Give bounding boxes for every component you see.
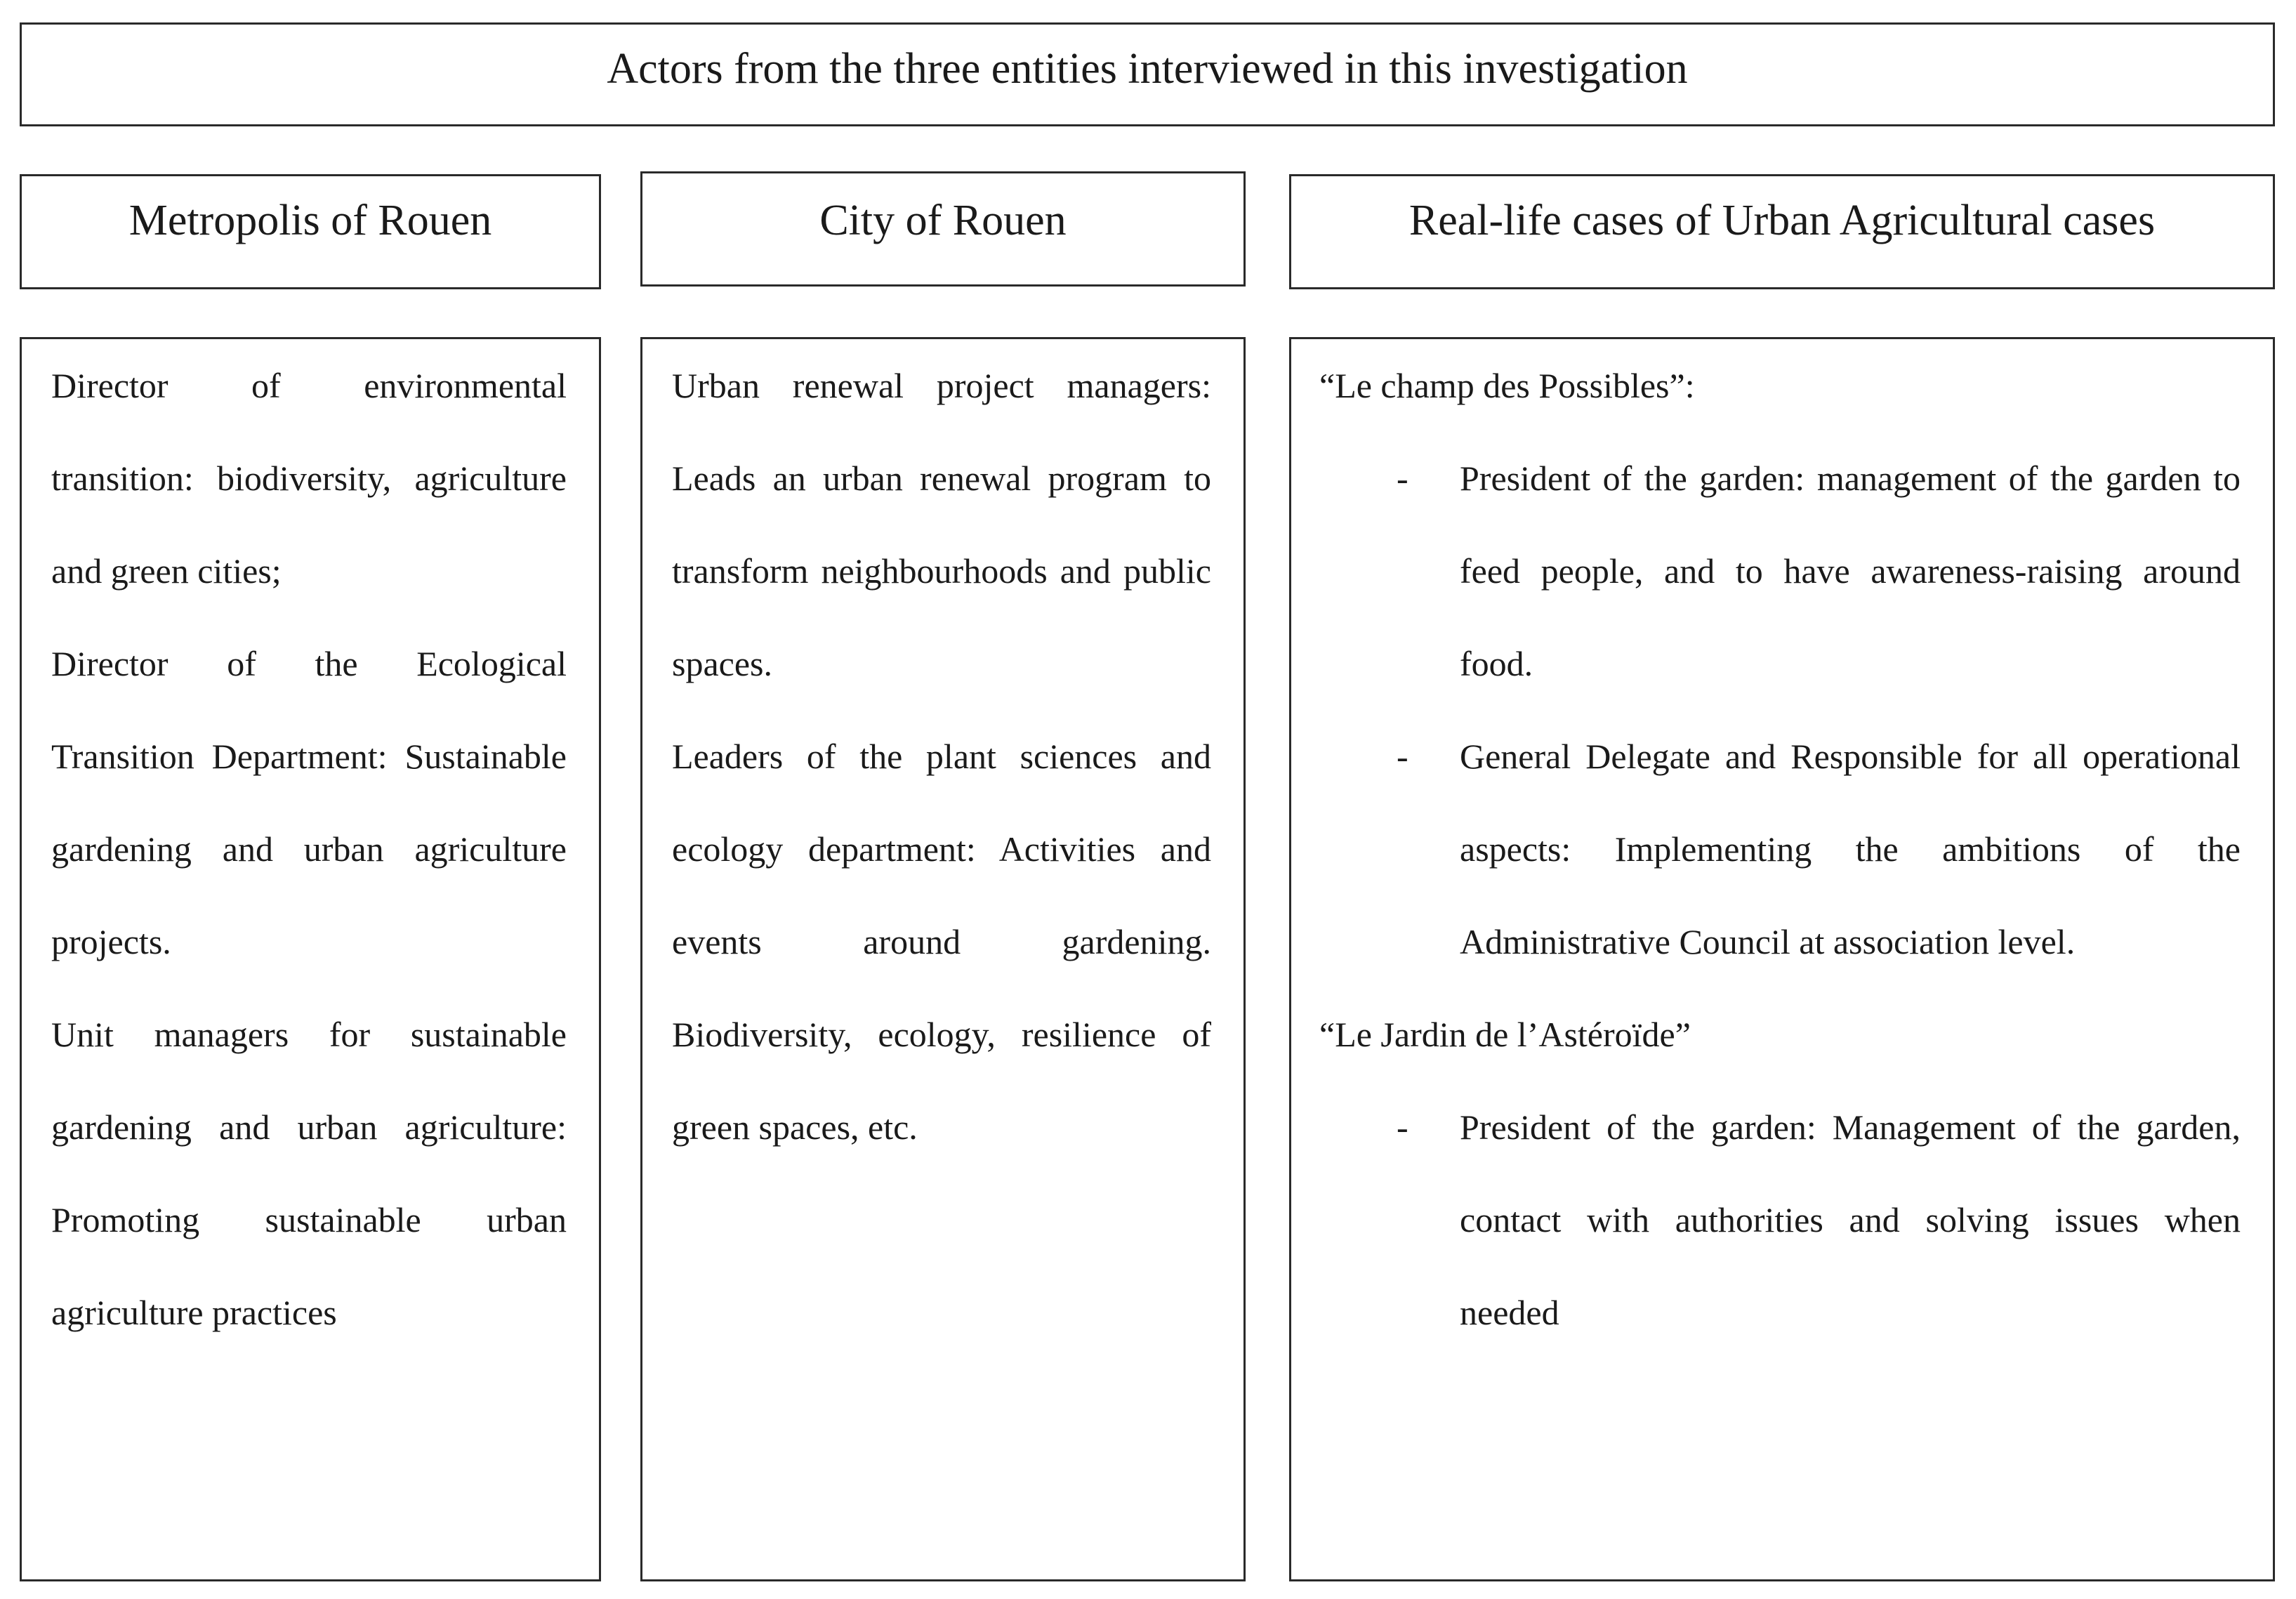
column-body-metropolis: [20, 337, 601, 1581]
case-actor-bullet: [1319, 710, 2241, 988]
actor-description: Director of the Ecological Transition Department: Sustainable gardening and urban agriculture projects.: [51, 644, 567, 961]
actor-description: Unit managers for sustainable gardening and urban agriculture: Promoting sustainable urban agriculture practices: [51, 1015, 567, 1332]
case-name: “Le champ des Possibles”:: [1319, 366, 1695, 405]
column-body-real-life-cases: [1289, 337, 2275, 1581]
column-body-city: [640, 337, 1246, 1581]
column-header-label: City of Rouen: [819, 197, 1067, 244]
column-header-city: [640, 171, 1246, 287]
bullet-dash: -: [1397, 459, 1408, 498]
column-header-label: Metropolis of Rouen: [128, 197, 492, 244]
bullet-dash: -: [1397, 1107, 1408, 1147]
case-actor-text: General Delegate and Responsible for all operational aspects: Implementing the ambitions of the Administrative Council at association level.: [1460, 737, 2241, 961]
case-actor-bullet: [1319, 432, 2241, 710]
case-actor-text: President of the garden: management of the garden to feed people, and to have awareness-raising around food.: [1460, 459, 2241, 683]
case-name: “Le Jardin de l’Astéroïde”: [1319, 1015, 1691, 1054]
case-actor-text: President of the garden: Management of the garden, contact with authorities and solving issues when needed: [1460, 1107, 2241, 1332]
actor-description: Leaders of the plant sciences and ecology department: Activities and events around gardening. Biodiversity, ecology, resilience of green spaces, etc.: [672, 737, 1211, 1147]
actor-description: Director of environmental transition: biodiversity, agriculture and green cities;: [51, 366, 567, 591]
diagram-title-box: [20, 22, 2275, 126]
column-header-metropolis: [20, 174, 601, 289]
case-actor-bullet: [1319, 1081, 2241, 1359]
column-header-real-life-cases: [1289, 174, 2275, 289]
diagram-title: Actors from the three entities interviewed in this investigation: [607, 45, 1688, 93]
bullet-dash: -: [1397, 737, 1408, 776]
column-header-label: Real-life cases of Urban Agricultural cases: [1408, 197, 2156, 244]
actor-description: Urban renewal project managers: Leads an urban renewal program to transform neighbourhoods and public spaces.: [672, 366, 1211, 683]
